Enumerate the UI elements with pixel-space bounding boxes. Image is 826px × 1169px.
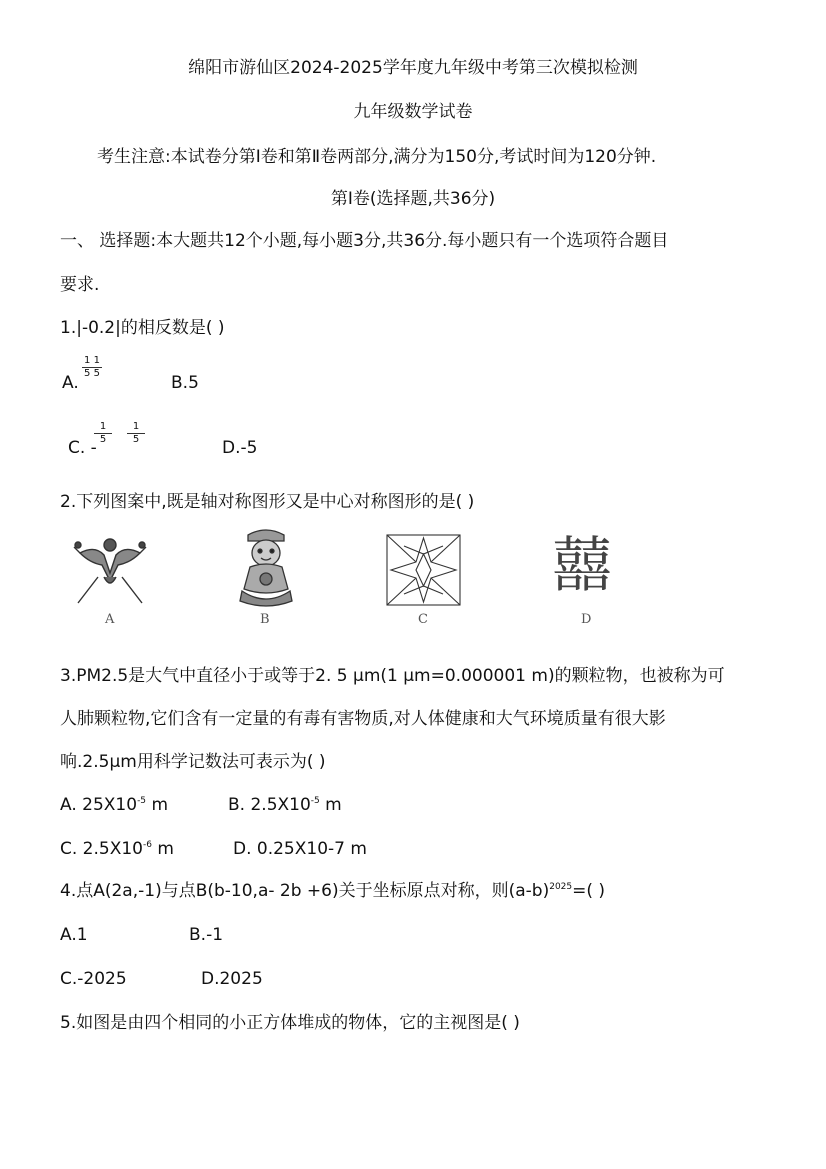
q3-option-b-exponent: -5 — [310, 796, 320, 806]
q3-option-a-unit: m — [146, 795, 169, 815]
q1-option-a-label: A. — [62, 373, 79, 393]
fraction-denominator: 5 — [132, 434, 140, 445]
q3-option-c-unit: m — [151, 839, 174, 859]
q3-option-b-unit: m — [319, 795, 342, 815]
q4-stem-answer: =( ) — [572, 881, 606, 901]
q2-figure-b-figurine — [234, 527, 298, 609]
question-3-line-3: 响.2.5μm用科学记数法可表示为( ) — [60, 752, 326, 772]
question-5-stem: 5.如图是由四个相同的小正方体堆成的物体，它的主视图是( ) — [60, 1013, 520, 1033]
fraction-numerator: 1 — [127, 421, 145, 434]
q1-option-c-fraction-2 — [127, 421, 145, 446]
q3-option-a — [60, 794, 168, 816]
q3-option-c — [60, 838, 174, 860]
q2-figure-c-square-pattern — [386, 534, 461, 606]
question-3-line-1: 3.PM2.5是大气中直径小于或等于2. 5 μm(1 μm=0.000001 m)的颗粒物，也被称为可 — [60, 666, 725, 686]
fraction-numerator: 1 1 — [82, 355, 102, 368]
q2-label-b: B — [260, 612, 270, 627]
question-4-stem — [60, 880, 605, 902]
exam-notice: 考生注意:本试卷分第Ⅰ卷和第Ⅱ卷两部分,满分为150分,考试时间为120分钟. — [97, 147, 657, 167]
question-1-stem: 1.|-0.2|的相反数是( ) — [60, 318, 225, 338]
question-2-stem: 2.下列图案中,既是轴对称图形又是中心对称图形的是( ) — [60, 492, 475, 512]
q2-figure-a-kite — [70, 533, 150, 608]
section1-heading: 一、 选择题:本大题共12个小题,每小题3分,共36分.每小题只有一个选项符合题目 — [60, 231, 669, 251]
q4-option-d: D.2025 — [201, 969, 263, 989]
q2-figure-d-double-happiness: 囍 — [552, 531, 612, 601]
exam-subtitle: 九年级数学试卷 — [353, 102, 473, 122]
q4-option-b: B.-1 — [189, 925, 224, 945]
part1-heading: 第Ⅰ卷(选择题,共36分) — [330, 189, 496, 209]
q1-option-c-label: C. - — [68, 438, 97, 458]
question-3-line-2: 人肺颗粒物,它们含有一定量的有毒有害物质,对人体健康和大气环境质量有很大影 — [60, 709, 666, 729]
q4-option-a: A.1 — [60, 925, 88, 945]
fraction-denominator: 5 5 — [84, 368, 100, 379]
q1-option-c-fraction-1 — [94, 421, 112, 446]
q3-option-b — [228, 794, 342, 816]
q2-label-c: C — [418, 612, 428, 627]
q3-option-c-exponent: -6 — [143, 840, 152, 850]
q4-stem-exponent: 2025 — [549, 882, 573, 892]
exam-title: 绵阳市游仙区2024-2025学年度九年级中考第三次模拟检测 — [188, 58, 638, 78]
q3-option-a-exponent: -5 — [137, 796, 147, 806]
q3-option-d: D. 0.25X10-7 m — [233, 839, 367, 859]
q1-option-a-fraction — [82, 355, 102, 380]
section1-heading-cont: 要求. — [60, 275, 100, 295]
fraction-numerator: 1 — [94, 421, 112, 434]
q1-option-b: B.5 — [171, 373, 199, 393]
q4-option-c: C.-2025 — [60, 969, 127, 989]
q1-option-d: D.-5 — [222, 438, 258, 458]
q4-stem-text: 4.点A(2a,-1)与点B(b-10,a- 2b +6)关于坐标原点对称，则(a-b) — [60, 881, 550, 901]
q3-option-c-base: C. 2.5X10 — [60, 839, 143, 859]
fraction-denominator: 5 — [99, 434, 107, 445]
q2-label-d: D — [581, 612, 592, 627]
q3-option-b-base: B. 2.5X10 — [228, 795, 311, 815]
q3-option-a-base: A. 25X10 — [60, 795, 138, 815]
q2-label-a: A — [105, 612, 115, 627]
